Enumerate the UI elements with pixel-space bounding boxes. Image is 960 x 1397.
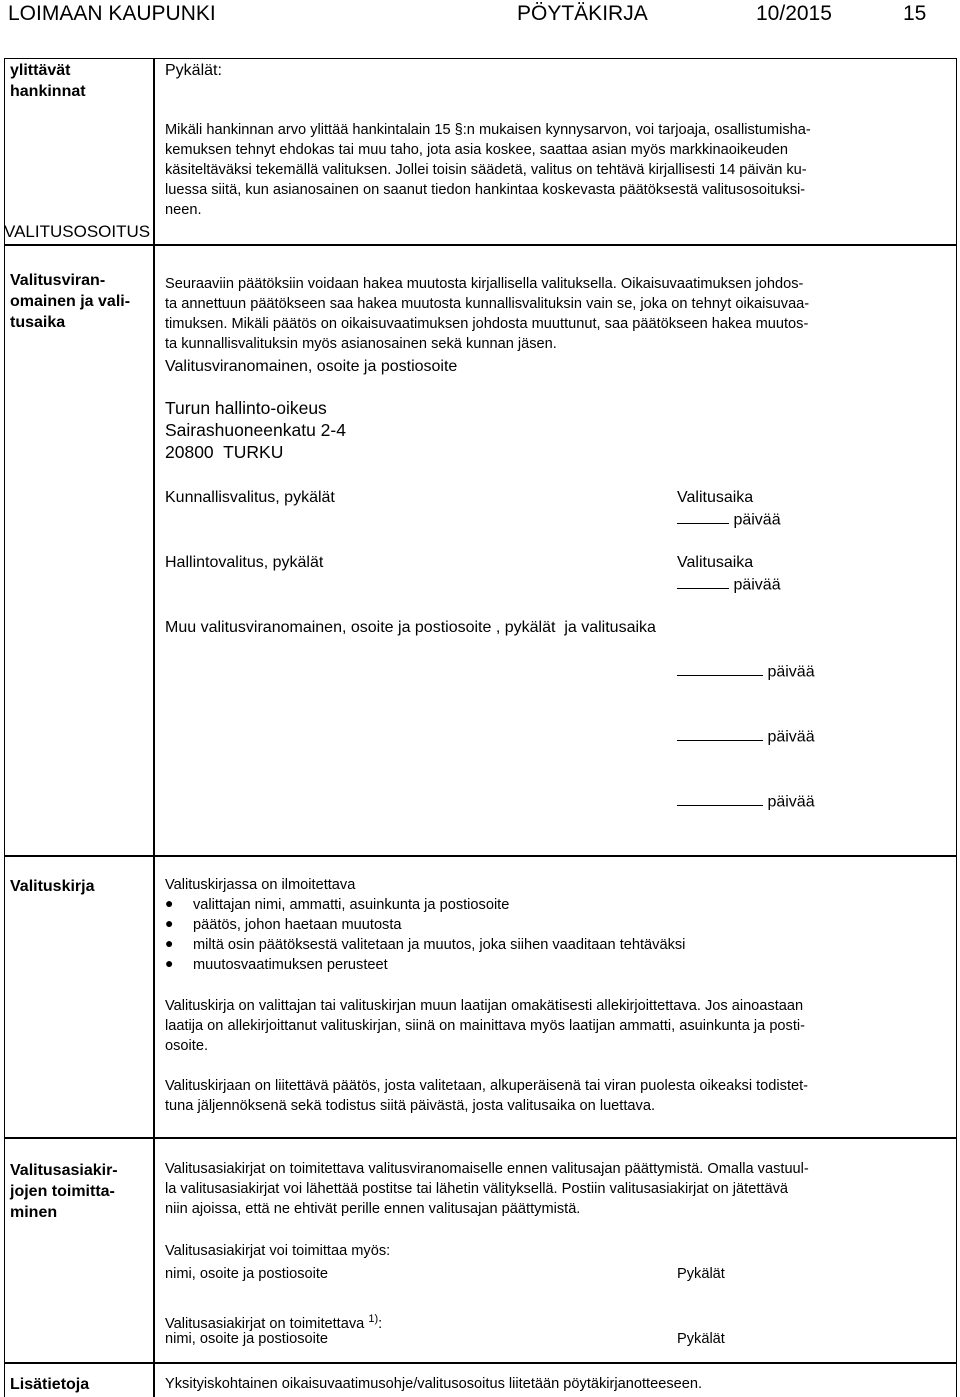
valitusaika-2-field[interactable] bbox=[677, 574, 781, 595]
page-number: 15 bbox=[903, 2, 927, 25]
sec1-line-2: kemuksen tehnyt ehdokas tai muu taho, jota asia koskee, saattaa asian myös markkinaoikeuden bbox=[165, 142, 789, 158]
valitusaika-2: Valitusaika bbox=[677, 554, 754, 571]
bullet-icon: ● bbox=[165, 895, 174, 911]
sec3-para1-line-2: laatija on allekirjoittanut valituskirjan, siinä on mainittava myös laatijan ammatti, asuinkunta ja posti- bbox=[165, 1018, 806, 1034]
paivaa-3: päivää bbox=[767, 663, 815, 681]
page-header bbox=[0, 0, 960, 30]
address-line-3: 20800 TURKU bbox=[165, 442, 284, 462]
other-blank-1[interactable] bbox=[677, 661, 763, 676]
sec2-line-4: ta kunnallisvalituksin myös asianosainen sekä kunnan jäsen. bbox=[165, 336, 557, 352]
sec3-bullet-1: valittajan nimi, ammatti, asuinkunta ja postiosoite bbox=[193, 897, 510, 913]
paivaa-5: päivää bbox=[767, 793, 815, 811]
valitusaika-1-field[interactable] bbox=[677, 509, 781, 530]
sec3-para1-line-3: osoite. bbox=[165, 1038, 208, 1054]
address-line-1: Turun hallinto-oikeus bbox=[165, 398, 327, 418]
row-divider-2 bbox=[4, 855, 957, 857]
sec1-line-3: käsiteltäväksi tekemällä valituksen. Jollei toisin säädetä, valitus on tehtävä kirjallisesti 14 päivän ku- bbox=[165, 162, 807, 178]
sec1-pykalat: Pykälät: bbox=[165, 62, 222, 79]
hallintovalitus-label: Hallintovalitus, pykälät bbox=[165, 554, 324, 571]
sec3-bullet-4: muutosvaatimuksen perusteet bbox=[193, 957, 388, 973]
sec2-line-2: ta annettuun päätökseen saa hakea muutosta kunnallisvalituksin vain se, joka on tehnyt oikaisuvaa- bbox=[165, 296, 810, 312]
other-blank-3[interactable] bbox=[677, 791, 763, 806]
paivaa-1: päivää bbox=[733, 511, 781, 529]
sec1-line-5: neen. bbox=[165, 202, 202, 218]
sec3-bullet-3: miltä osin päätöksestä valitetaan ja muutos, joka siihen vaaditaan tehtäväksi bbox=[193, 937, 686, 953]
bullet-icon: ● bbox=[165, 935, 174, 951]
sec2-line-1: Seuraaviin päätöksiin voidaan hakea muutosta kirjallisella valituksella. Oikaisuvaatimuksen johdos- bbox=[165, 276, 804, 292]
kunnallisvalitus-label: Kunnallisvalitus, pykälät bbox=[165, 489, 335, 506]
valitusaika-1: Valitusaika bbox=[677, 489, 754, 506]
sec3-para2-line-2: tuna jäljennöksenä sekä todistus siitä päivästä, josta valitusaika on luettava. bbox=[165, 1098, 655, 1114]
doc-type: PÖYTÄKIRJA bbox=[517, 2, 648, 25]
bullet-icon: ● bbox=[165, 955, 174, 971]
doc-number: 10/2015 bbox=[756, 2, 832, 25]
sec5-label: Lisätietoja bbox=[10, 1376, 90, 1393]
sec4-line-1: Valitusasiakirjat on toimitettava valitusviranomaiselle ennen valitusajan päättymistä. Omalla vastuul- bbox=[165, 1161, 809, 1177]
may-deliver-label: Valitusasiakirjat voi toimittaa myös: bbox=[165, 1243, 391, 1259]
sec2-label-1: Valitusviran- bbox=[10, 272, 106, 289]
address-line-2: Sairashuoneenkatu 2-4 bbox=[165, 420, 346, 440]
sec3-para1-line-1: Valituskirja on valittajan tai valituskirjan muun laatijan omakätisesti allekirjoittettava. Jos ainoastaan bbox=[165, 998, 804, 1014]
sec1-label-1: ylittävät bbox=[10, 62, 71, 79]
name-address-2: nimi, osoite ja postiosoite bbox=[165, 1331, 329, 1347]
sec4-line-2: la valitusasiakirjat voi lähettää postitse tai lähetin välityksellä. Postiin valitusasiakirjat on jätettävä bbox=[165, 1181, 788, 1197]
other-valitusaika-1[interactable] bbox=[677, 661, 815, 682]
valitusosoitus-title: VALITUSOSOITUS bbox=[4, 222, 151, 241]
row-divider-3 bbox=[4, 1137, 957, 1139]
authority-heading: Valitusviranomainen, osoite ja postiosoite bbox=[165, 358, 458, 375]
must-deliver-text: Valitusasiakirjat on toimitettava bbox=[165, 1315, 365, 1332]
paivaa-2: päivää bbox=[733, 576, 781, 594]
sec3-intro: Valituskirjassa on ilmoitettava bbox=[165, 877, 356, 893]
other-authority-heading: Muu valitusviranomainen, osoite ja postiosoite , pykälät ja valitusaika bbox=[165, 619, 656, 636]
sec4-label-2: jojen toimitta- bbox=[10, 1183, 115, 1200]
valitusaika-1-blank[interactable] bbox=[677, 509, 729, 524]
sec3-bullet-2: päätös, johon haetaan muutosta bbox=[193, 917, 402, 933]
sec4-label-3: minen bbox=[10, 1204, 58, 1221]
other-valitusaika-2[interactable] bbox=[677, 726, 815, 747]
column-divider bbox=[153, 58, 155, 1397]
paivaa-4: päivää bbox=[767, 728, 815, 746]
sec1-line-4: luessa siitä, kun asianosainen on saanut tiedon hankintaa koskevasta päätöksestä valitusosoituksi- bbox=[165, 182, 806, 198]
sec4-line-3: niin ajoissa, että ne ehtivät perille ennen valitusajan päättymistä. bbox=[165, 1201, 581, 1217]
pykalat-1: Pykälät bbox=[677, 1266, 725, 1282]
bullet-icon: ● bbox=[165, 915, 174, 931]
sec2-line-3: timuksen. Mikäli päätös on oikaisuvaatimuksen johdosta muuttunut, saa päätökseen hakea muutos- bbox=[165, 316, 809, 332]
sec2-label-3: tusaika bbox=[10, 314, 66, 331]
colon: : bbox=[378, 1315, 383, 1332]
sec3-label: Valituskirja bbox=[10, 878, 95, 895]
other-valitusaika-3[interactable] bbox=[677, 791, 815, 812]
other-blank-2[interactable] bbox=[677, 726, 763, 741]
org-name: LOIMAAN KAUPUNKI bbox=[8, 2, 216, 25]
pykalat-2: Pykälät bbox=[677, 1331, 725, 1347]
row-divider-4 bbox=[4, 1362, 957, 1364]
row-divider-1 bbox=[4, 244, 957, 246]
valitusaika-2-blank[interactable] bbox=[677, 574, 729, 589]
name-address-1: nimi, osoite ja postiosoite bbox=[165, 1266, 329, 1282]
sec4-label-1: Valitusasiakir- bbox=[10, 1162, 118, 1179]
sec3-para2-line-1: Valituskirjaan on liitettävä päätös, josta valitetaan, alkuperäisenä tai viran puolesta oikeaksi todistet- bbox=[165, 1078, 809, 1094]
sec5-text: Yksityiskohtainen oikaisuvaatimusohje/valitusosoitus liitetään pöytäkirjanotteeseen. bbox=[165, 1376, 703, 1392]
sec2-label-2: omainen ja vali- bbox=[10, 293, 131, 310]
sec1-label-2: hankinnat bbox=[10, 83, 86, 100]
footnote-mark: 1) bbox=[368, 1313, 379, 1325]
sec1-line-1: Mikäli hankinnan arvo ylittää hankintalain 15 §:n mukaisen kynnysarvon, voi tarjoaja, osallistumisha- bbox=[165, 122, 811, 138]
